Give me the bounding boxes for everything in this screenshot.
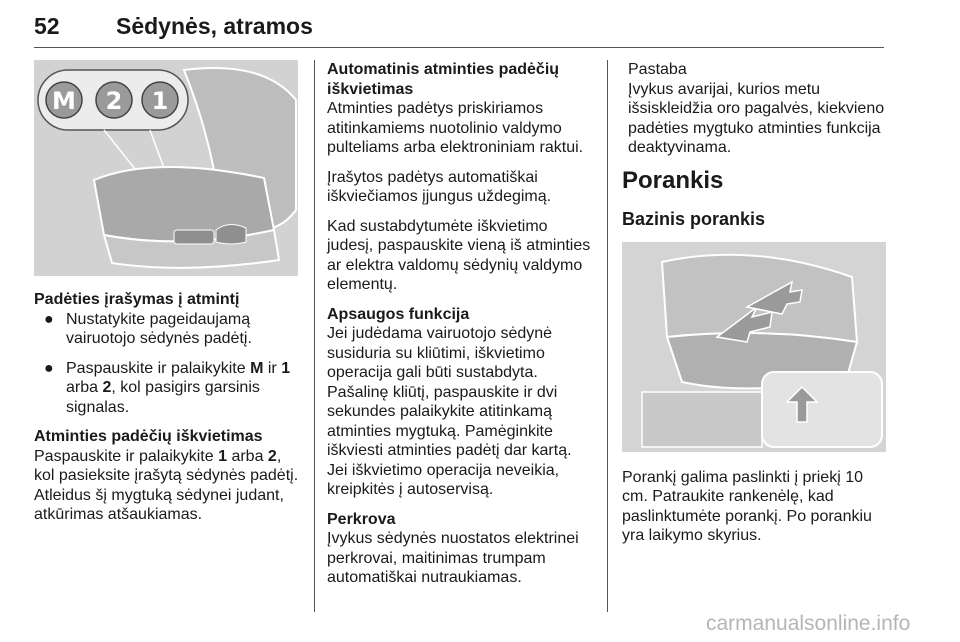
memory-store-steps [34,310,302,418]
seat-memory-buttons-illustration [34,60,298,276]
column-2 [327,60,595,598]
auto-recall-paragraph-3: Kad sustabdytumėte iškvietimo judesį, paspauskite vieną iš atminties ar elektra valdomų sėdynių valdymo elementų. [327,217,591,293]
section-heading-overload: Perkrova [327,510,396,528]
column-3 [622,60,888,556]
armrest-illustration [622,242,886,452]
list-item: ● Paspauskite ir palaikykite M ir 1 arba 2, kol pasigirs garsinis signalas. [44,359,291,416]
section-heading-memory-store: Padėties įrašymas į atmintį [34,291,240,308]
memory-recall-text: Paspauskite ir palaikykite 1 arba 2, kol pasieksite įrašytą sėdynės padėtį. Atleidus šį mygtuką sėdynei judant, atkūrimas atšaukiamas. [34,447,299,523]
memory-button-m-label: M [52,87,76,115]
section-heading-memory-recall: Atminties padėčių iškvietimas [34,428,263,445]
safety-paragraph: Jei judėdama vairuotojo sėdynė susiduria su kliūtimi, iškvietimo operacija gali būti sustabdyta. Pašalinę kliūtį, paspauskite ir dvi sekundes palaikykite atitinkamą atminties mygtuką. Pamėginkite iškviesti atminties padėtį dar kartą. Jei iškvietimo operacija neveikia, kreipkitės į autoservisą. [327,325,572,498]
auto-recall-paragraph-1: Atminties padėtys priskiriamos atitinkamiems nuotolinio valdymo pulteliams arba elektroniniam raktui. [327,100,584,156]
column-divider-2 [607,60,608,612]
section-heading-auto-recall: Automatinis atminties padėčių iškvietimas [327,61,560,98]
note-text: Įvykus avarijai, kurios metu išsiskleidžia oro pagalvės, kiekvieno padėties mygtuko atminties funkcija deaktyvinama. [628,80,885,156]
column-1 [34,60,302,535]
memory-button-2-label: 2 [105,87,123,115]
note-heading: Pastaba [628,61,687,78]
subsection-title-basic-armrest: Bazinis porankis [622,208,766,229]
watermark-text: carmanualsonline.info [706,612,911,635]
armrest-paragraph: Porankį galima paslinkti į priekį 10 cm. Patraukite rankenėlę, kad paslinktumėte porankį. Po porankiu yra laikymo skyrius. [622,468,872,544]
overload-paragraph: Įvykus sėdynės nuostatos elektrinei perkrovai, maitinimas trumpam automatiškai nutraukiamas. [327,530,579,586]
page-header [0,0,960,50]
memory-button-1-label: 1 [151,87,169,115]
header-divider [34,47,884,48]
chapter-title: Sėdynės, atramos [116,13,313,39]
bullet-icon: ● [44,359,54,377]
section-title-armrest: Porankis [622,166,724,194]
column-divider-1 [314,60,315,612]
list-item: ● Nustatykite pageidaujamą vairuotojo sėdynės padėtį. [44,310,252,347]
section-heading-safety: Apsaugos funkcija [327,305,470,323]
page-number: 52 [34,13,60,39]
bullet-icon: ● [44,310,54,328]
auto-recall-paragraph-2: Įrašytos padėtys automatiškai iškviečiamos įjungus uždegimą. [327,168,552,205]
